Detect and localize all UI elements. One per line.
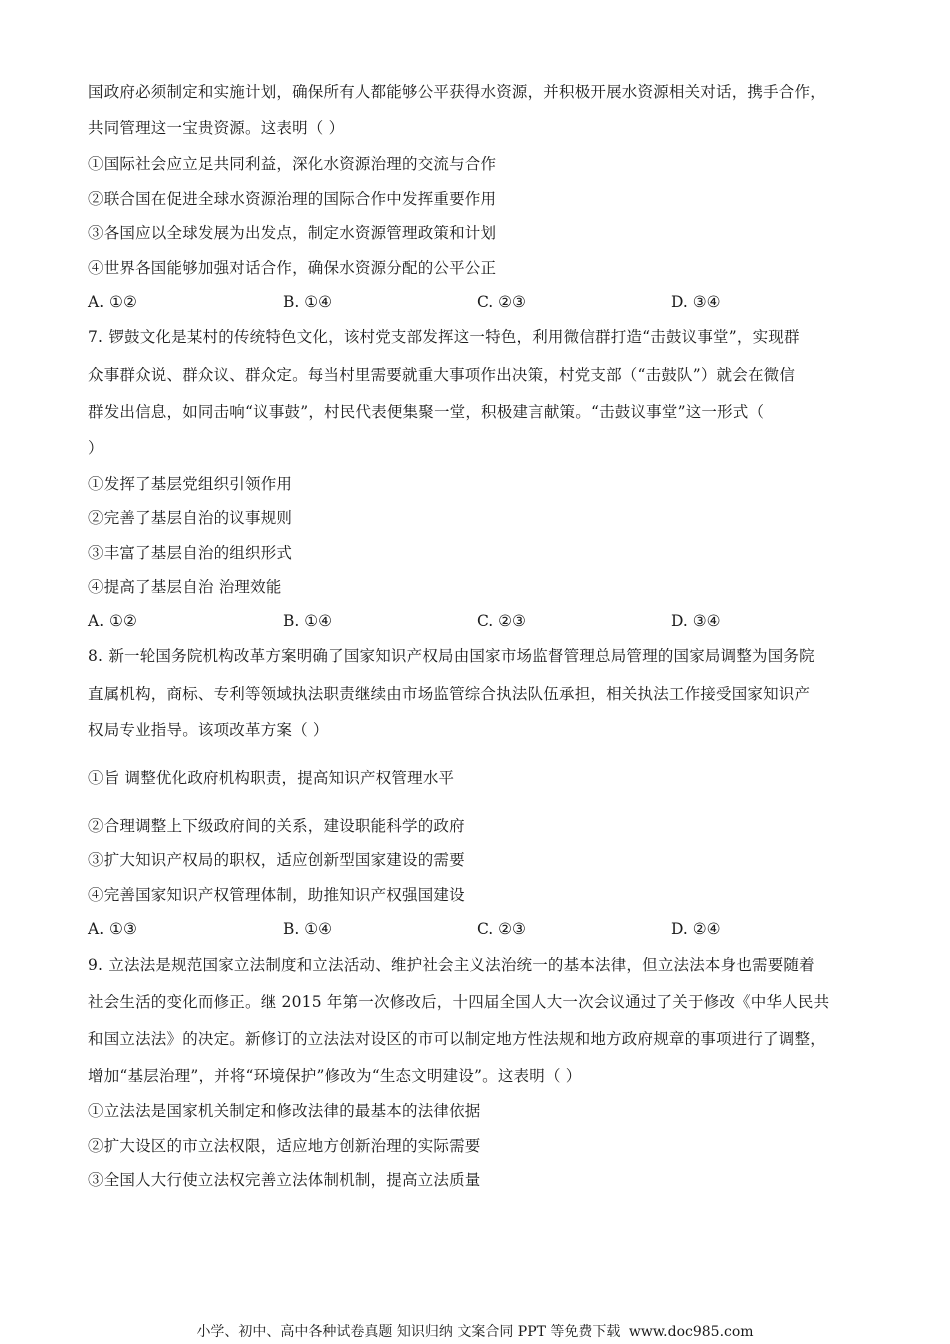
question-6-option-c: C. ②③: [477, 293, 526, 311]
question-8-option-a: A. ①③: [88, 920, 137, 938]
question-8-item-1: ①旨 调整优化政府机构职责，提高知识产权管理水平: [88, 769, 455, 787]
question-7-option-c: C. ②③: [477, 612, 526, 630]
question-6-item-4: ④世界各国能够加强对话合作，确保水资源分配的公平公正: [88, 259, 497, 277]
question-6-option-b: B. ①④: [283, 293, 333, 311]
question-7-option-b: B. ①④: [283, 612, 333, 630]
question-8-text-line-1: 8. 新一轮国务院机构改革方案明确了国家知识产权局由国家市场监督管理总局管理的国家局调整为国务院: [88, 647, 815, 665]
question-7-item-2: ②完善了基层自治的议事规则: [88, 509, 293, 527]
question-8-text-line-3: 权局专业指导。该项改革方案（ ）: [88, 721, 329, 739]
question-9-item-2: ②扩大设区的市立法权限，适应地方创新治理的实际需要: [88, 1137, 481, 1155]
question-7-option-a: A. ①②: [88, 612, 137, 630]
question-7-text-line-2: 众事群众说、群众议、群众定。每当村里需要就重大事项作出决策，村党支部（“击鼓队”）就会在微信: [88, 366, 796, 384]
question-7-option-d: D. ③④: [671, 612, 721, 630]
question-7-item-3: ③丰富了基层自治的组织形式: [88, 544, 293, 562]
question-8-option-d: D. ②④: [671, 920, 721, 938]
question-9-text-line-1: 9. 立法法是规范国家立法制度和立法活动、维护社会主义法治统一的基本法律，但立法法本身也需要随着: [88, 956, 815, 974]
question-9-text-line-3: 和国立法法》的决定。新修订的立法法对设区的市可以制定地方性法规和地方政府规章的事项进行了调整，: [88, 1030, 826, 1048]
question-8-option-b: B. ①④: [283, 920, 333, 938]
question-7-text-line-4: ）: [88, 439, 104, 457]
question-7-item-1: ①发挥了基层党组织引领作用: [88, 475, 293, 493]
question-9-text-line-4: 增加“基层治理”，并将“环境保护”修改为“生态文明建设”。这表明（ ）: [88, 1067, 582, 1085]
question-8-option-c: C. ②③: [477, 920, 526, 938]
question-7-text-line-3: 群发出信息，如同击响“议事鼓”，村民代表便集聚一堂，积极建言献策。“击鼓议事堂”这一形式（: [88, 403, 765, 421]
question-8-item-3: ③扩大知识产权局的职权，适应创新型国家建设的需要: [88, 851, 465, 869]
question-9-text-line-2: 社会生活的变化而修正。继 2015 年第一次修改后，十四届全国人大一次会议通过了关于修改《中华人民共: [88, 993, 830, 1011]
question-8-item-4: ④完善国家知识产权管理体制，助推知识产权强国建设: [88, 886, 465, 904]
question-6-text-line-1: 国政府必须制定和实施计划，确保所有人都能够公平获得水资源，并积极开展水资源相关对话，携手合作，: [88, 83, 826, 101]
footer-site-link[interactable]: www.doc985.com: [628, 1324, 754, 1340]
question-6-item-2: ②联合国在促进全球水资源治理的国际合作中发挥重要作用: [88, 190, 497, 208]
question-6-item-3: ③各国应以全球发展为出发点，制定水资源管理政策和计划: [88, 224, 497, 242]
question-7-text-line-1: 7. 锣鼓文化是某村的传统特色文化，该村党支部发挥这一特色，利用微信群打造“击鼓议事堂”，实现群: [88, 328, 800, 346]
question-6-item-1: ①国际社会应立足共同利益，深化水资源治理的交流与合作: [88, 155, 497, 173]
question-8-text-line-2: 直属机构，商标、专利等领域执法职责继续由市场监管综合执法队伍承担，相关执法工作接受国家知识产: [88, 685, 811, 703]
question-8-item-2: ②合理调整上下级政府间的关系，建设职能科学的政府: [88, 817, 465, 835]
question-6-option-d: D. ③④: [671, 293, 721, 311]
footer-text: 小学、初中、高中各种试卷真题 知识归纳 文案合同 PPT 等免费下载: [196, 1324, 621, 1340]
question-6-option-a: A. ①②: [88, 293, 137, 311]
question-6-text-line-2: 共同管理这一宝贵资源。这表明（ ）: [88, 119, 345, 137]
question-7-item-4: ④提高了基层自治 治理效能: [88, 578, 282, 596]
question-9-item-1: ①立法法是国家机关制定和修改法律的最基本的法律依据: [88, 1102, 481, 1120]
page-footer: [0, 1323, 950, 1341]
question-9-item-3: ③全国人大行使立法权完善立法体制机制，提高立法质量: [88, 1171, 481, 1189]
